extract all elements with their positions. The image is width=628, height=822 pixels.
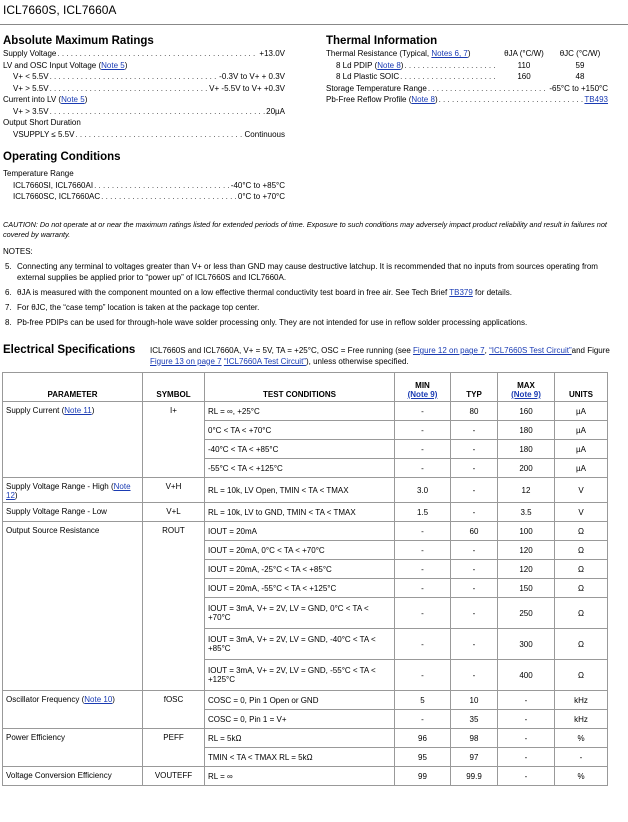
figure-13-link[interactable]: Figure 13 on page 7	[150, 356, 222, 366]
voltage-conversion-efficiency-symbol: VOUTEFF	[143, 767, 205, 786]
test-condition: IOUT = 20mA	[205, 522, 395, 541]
theta-jc-header: θJC (°C/W)	[559, 49, 601, 58]
amr-supply-row: Supply Voltage . . . +13.0V	[3, 48, 285, 60]
cell-typ: 80	[451, 402, 498, 421]
cell-unit: µA	[555, 440, 608, 459]
test-condition: RL = 10k, LV to GND, TMIN < TA < TMAX	[205, 503, 395, 522]
cell-min: -	[395, 541, 451, 560]
table-row	[3, 402, 608, 421]
cell-max: 120	[498, 541, 555, 560]
note-9-link-2[interactable]: (Note 9)	[511, 390, 541, 399]
cell-max: 180	[498, 421, 555, 440]
test-condition: IOUT = 20mA, -25°C < TA < +85°C	[205, 560, 395, 579]
page-header-title: ICL7660S, ICL7660A	[3, 3, 117, 17]
output-source-resistance-symbol: ROUT	[143, 522, 205, 691]
cell-min: 96	[395, 729, 451, 748]
amr-short1-row: VSUPPLY ≤ 5.5V . . . Continuous	[3, 129, 285, 141]
cell-typ: -	[451, 478, 498, 503]
table-row	[3, 522, 608, 541]
test-condition: IOUT = 20mA, -55°C < TA < +125°C	[205, 579, 395, 598]
cell-unit: Ω	[555, 522, 608, 541]
icl7660a-test-circuit-link[interactable]: “ICL7660A Test Circuit”	[223, 356, 306, 366]
cell-max: 250	[498, 598, 555, 629]
cell-typ: -	[451, 629, 498, 660]
cell-typ: 60	[451, 522, 498, 541]
test-condition: IOUT = 20mA, 0°C < TA < +70°C	[205, 541, 395, 560]
supply-current-parameter: Supply Current (Note 11)	[3, 402, 143, 478]
cell-min: -	[395, 660, 451, 691]
cell-min: -	[395, 598, 451, 629]
cell-max: 100	[498, 522, 555, 541]
cell-max: 160	[498, 402, 555, 421]
thermal-pdip-row: 8 Ld PDIP (Note 8) . . . 110 59	[326, 60, 608, 72]
notes-6-7-link[interactable]: Notes 6, 7	[431, 49, 468, 58]
header-max: MAX (Note 9)	[498, 373, 555, 402]
op-t1-row: ICL7660SI, ICL7660AI . . . -40°C to +85°C	[3, 180, 285, 192]
table-row	[3, 729, 608, 748]
supply-voltage-high-parameter: Supply Voltage Range - High (Note 12)	[3, 478, 143, 503]
cell-max: 120	[498, 560, 555, 579]
supply-voltage-high-symbol: V+H	[143, 478, 205, 503]
cell-unit: kHz	[555, 710, 608, 729]
cell-min: -	[395, 402, 451, 421]
cell-typ: 35	[451, 710, 498, 729]
tb379-link[interactable]: TB379	[449, 288, 473, 297]
cell-max: 150	[498, 579, 555, 598]
header-parameter: PARAMETER	[3, 373, 143, 402]
oscillator-frequency-symbol: fOSC	[143, 691, 205, 729]
test-condition: RL = ∞, +25°C	[205, 402, 395, 421]
note-5: 5. Connecting any terminal to voltages greater than V+ or less than GND may cause destructive latchup. It is recommended that no inputs from sources operating from external supplies be applied prior to “power up” of ICL7660S and ICL7660A.	[5, 262, 598, 282]
cell-max: -	[498, 710, 555, 729]
electrical-specifications-description: ICL7660S and ICL7660A, V+ = 5V, TA = +25°C, OSC = Free running (see Figure 12 on page 7, “ICL7660S Test Circuit”and Figure Figure 13 on page 7 “ICL7660A Test Circuit”), unless otherwise specified.	[150, 346, 610, 366]
voltage-conversion-efficiency-parameter: Voltage Conversion Efficiency	[3, 767, 143, 786]
cell-unit: µA	[555, 402, 608, 421]
table-header-row	[3, 373, 608, 402]
cell-typ: -	[451, 541, 498, 560]
cell-typ: -	[451, 440, 498, 459]
thermal-storage-row: Storage Temperature Range . . . -65°C to +150°C	[326, 83, 608, 95]
notes-title: NOTES:	[3, 247, 33, 256]
icl7660s-test-circuit-link[interactable]: “ICL7660S Test Circuit”	[489, 346, 572, 355]
cell-typ: -	[451, 598, 498, 629]
table-row	[3, 503, 608, 522]
cell-min: -	[395, 629, 451, 660]
cell-min: 95	[395, 748, 451, 767]
cell-min: 99	[395, 767, 451, 786]
cell-unit: Ω	[555, 579, 608, 598]
cell-min: -	[395, 560, 451, 579]
cell-min: -	[395, 710, 451, 729]
cell-max: 12	[498, 478, 555, 503]
cell-unit: V	[555, 503, 608, 522]
oscillator-frequency-parameter: Oscillator Frequency (Note 10)	[3, 691, 143, 729]
note-8-link[interactable]: Note 8	[377, 60, 401, 70]
header-units: UNITS	[555, 373, 608, 402]
cell-unit: -	[555, 748, 608, 767]
power-efficiency-symbol: PEFF	[143, 729, 205, 767]
table-row	[3, 478, 608, 503]
cell-min: -	[395, 440, 451, 459]
test-condition: -55°C < TA < +125°C	[205, 459, 395, 478]
note-8: 8. Pb-free PDIPs can be used for through-hole wave solder processing only. They are not intended for use in reflow solder processing applications.	[5, 318, 528, 327]
cell-max: -	[498, 691, 555, 710]
test-condition: TMIN < TA < TMAX RL = 5kΩ	[205, 748, 395, 767]
cell-min: -	[395, 579, 451, 598]
figure-12-link[interactable]: Figure 12 on page 7	[413, 346, 485, 355]
power-efficiency-parameter: Power Efficiency	[3, 729, 143, 767]
cell-typ: -	[451, 503, 498, 522]
supply-voltage-high-note-link[interactable]: Note 12	[6, 482, 131, 500]
test-condition: -40°C < TA < +85°C	[205, 440, 395, 459]
cell-max: -	[498, 748, 555, 767]
test-condition: RL = 5kΩ	[205, 729, 395, 748]
cell-min: 1.5	[395, 503, 451, 522]
cell-max: 180	[498, 440, 555, 459]
test-condition: COSC = 0, Pin 1 Open or GND	[205, 691, 395, 710]
cell-max: 3.5	[498, 503, 555, 522]
header-min: MIN (Note 9)	[395, 373, 451, 402]
cell-max: -	[498, 729, 555, 748]
amr-lv1-row: V+ < 5.5V . . . -0.3V to V+ + 0.3V	[3, 71, 285, 83]
cell-min: 3.0	[395, 478, 451, 503]
note-5-link-2[interactable]: Note 5	[61, 95, 85, 104]
cell-typ: -	[451, 660, 498, 691]
test-condition: RL = 10k, LV Open, TMIN < TA < TMAX	[205, 478, 395, 503]
cell-max: 300	[498, 629, 555, 660]
thermal-res-row: Thermal Resistance (Typical, Notes 6, 7) θJA (°C/W) θJC (°C/W)	[326, 48, 608, 60]
cell-min: -	[395, 421, 451, 440]
notes-section	[3, 246, 615, 332]
operating-conditions-title: Operating Conditions	[3, 151, 121, 163]
table-row	[3, 691, 608, 710]
header-test-conditions: TEST CONDITIONS	[205, 373, 395, 402]
electrical-specifications-title: Electrical Specifications	[3, 344, 136, 356]
cell-typ: -	[451, 459, 498, 478]
cell-unit: Ω	[555, 629, 608, 660]
cell-unit: V	[555, 478, 608, 503]
cell-unit: Ω	[555, 598, 608, 629]
electrical-specifications-table	[2, 372, 608, 786]
supply-current-note-link[interactable]: Note 11	[64, 406, 92, 415]
cell-max: 400	[498, 660, 555, 691]
oscillator-frequency-note-link[interactable]: Note 10	[84, 695, 113, 704]
cell-unit: Ω	[555, 660, 608, 691]
cell-unit: kHz	[555, 691, 608, 710]
cell-typ: 97	[451, 748, 498, 767]
header-symbol: SYMBOL	[143, 373, 205, 402]
note-7: 7. For θJC, the “case temp” location is taken at the package top center.	[5, 303, 260, 312]
cell-unit: Ω	[555, 560, 608, 579]
header-typ: TYP	[451, 373, 498, 402]
cell-max: -	[498, 767, 555, 786]
thermal-pb-row: Pb-Free Reflow Profile (Note 8) . . . TB493	[326, 94, 608, 106]
op-temp-row: Temperature Range	[3, 169, 74, 178]
cell-unit: Ω	[555, 541, 608, 560]
thermal-soic-row: 8 Ld Plastic SOIC . . . 160 48	[326, 71, 608, 83]
amr-lv2-row: V+ > 5.5V . . . V+ -5.5V to V+ +0.3V	[3, 83, 285, 95]
cell-min: -	[395, 459, 451, 478]
cell-typ: 98	[451, 729, 498, 748]
cell-unit: %	[555, 767, 608, 786]
cell-typ: 99.9	[451, 767, 498, 786]
cell-unit: %	[555, 729, 608, 748]
amr-current-row: Current into LV (Note 5)	[3, 95, 88, 104]
thermal-information	[326, 34, 608, 106]
test-condition: COSC = 0, Pin 1 = V+	[205, 710, 395, 729]
amr-short-row: Output Short Duration	[3, 118, 81, 127]
cell-typ: 10	[451, 691, 498, 710]
supply-voltage-low-parameter: Supply Voltage Range - Low	[3, 503, 143, 522]
supply-voltage-low-symbol: V+L	[143, 503, 205, 522]
cell-unit: µA	[555, 421, 608, 440]
cell-typ: -	[451, 560, 498, 579]
cell-typ: -	[451, 421, 498, 440]
caution-text: CAUTION: Do not operate at or near the maximum ratings listed for extended periods of time. Exposure to such conditions may adversely impact product reliability and result in failures not covered by warranty.	[3, 220, 607, 239]
amr-title: Absolute Maximum Ratings	[3, 35, 154, 47]
note-8-link-2[interactable]: Note 8	[411, 95, 435, 104]
note-6: 6. θJA is measured with the component mounted on a low effective thermal conductivity test board in free air. See Tech Brief TB379 for details.	[5, 288, 512, 297]
cell-min: 5	[395, 691, 451, 710]
output-source-resistance-parameter: Output Source Resistance	[3, 522, 143, 691]
amr-current1-row: V+ > 3.5V . . . 20µA	[3, 106, 285, 118]
theta-ja-header: θJA (°C/W)	[504, 49, 544, 58]
cell-min: -	[395, 522, 451, 541]
header-divider	[0, 24, 628, 25]
thermal-title: Thermal Information	[326, 35, 438, 47]
cell-typ: -	[451, 579, 498, 598]
op-t2-row: ICL7660SC, ICL7660AC . . . 0°C to +70°C	[3, 191, 285, 203]
absolute-maximum-ratings	[3, 34, 285, 203]
tb493-link[interactable]: TB493	[584, 95, 608, 104]
table-row	[3, 767, 608, 786]
amr-lv-row: LV and OSC Input Voltage (Note 5)	[3, 60, 128, 70]
cell-unit: µA	[555, 459, 608, 478]
supply-current-symbol: I+	[143, 402, 205, 478]
cell-max: 200	[498, 459, 555, 478]
test-condition: IOUT = 3mA, V+ = 2V, LV = GND, 0°C < TA < +70°C	[205, 598, 395, 629]
note-9-link[interactable]: (Note 9)	[407, 390, 438, 399]
test-condition: IOUT = 3mA, V+ = 2V, LV = GND, -40°C < TA < +85°C	[205, 629, 395, 660]
test-condition: IOUT = 3mA, V+ = 2V, LV = GND, -55°C < TA < +125°C	[205, 660, 395, 691]
test-condition: RL = ∞	[205, 767, 395, 786]
note-5-link[interactable]: Note 5	[101, 60, 125, 70]
test-condition: 0°C < TA < +70°C	[205, 421, 395, 440]
